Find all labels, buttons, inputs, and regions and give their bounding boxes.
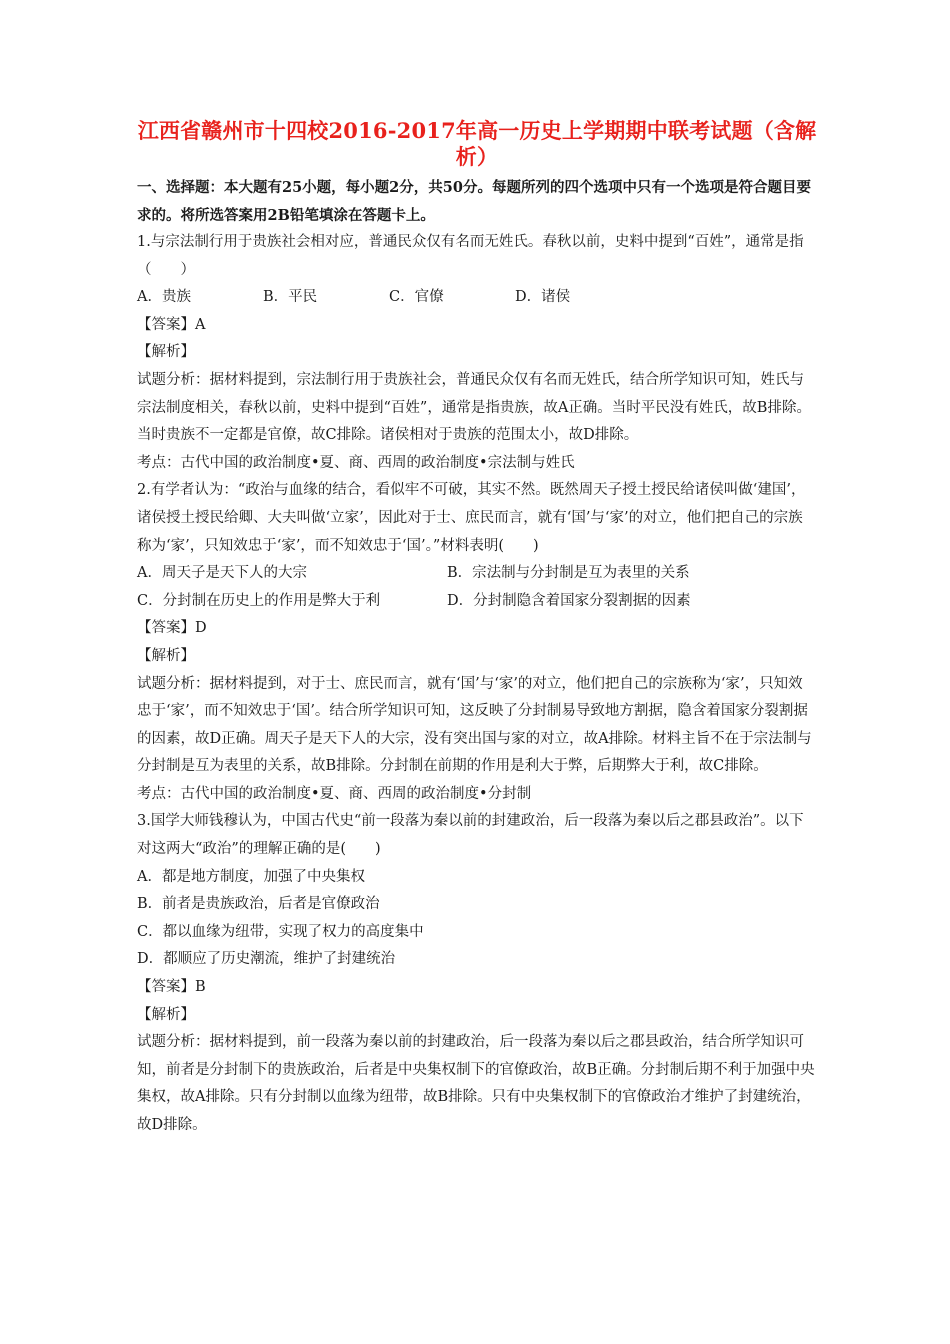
section-heading: 一、选择题：本大题有25小题，每小题2分，共50分。每题所列的四个选项中只有一个选项是符合题目要求的。将所选答案用2B铅笔填涂在答题卡上。 <box>137 179 811 224</box>
question-stem: 2.有学者认为：“政治与血缘的结合，看似牢不可破，其实不然。既然周天子授土授民给诸侯叫做‘建国’，诸侯授土授民给卿、大夫叫做‘立家’，因此对于士、庶民而言，就有‘国’与‘家’的对立，他们把自己的宗族称为‘家’，只知效忠于‘家’，而不知效忠于‘国’。”材料表明( ) <box>137 482 806 554</box>
option-b: B．平民 <box>263 289 318 306</box>
answer-value: B <box>195 979 206 996</box>
option-c: C．官僚 <box>389 289 444 306</box>
option-a: A．贵族 <box>137 289 191 306</box>
answer-line <box>137 312 817 340</box>
analysis-text: 试题分析：据材料提到，宗法制行用于贵族社会，普通民众仅有名而无姓氏，结合所学知识可知，姓氏与宗法制度相关，春秋以前，史料中提到“百姓”，通常是指贵族，故A正确。当时平民没有姓氏，故B排除。当时贵族不一定都是官僚，故C排除。诸侯相对于贵族的范围太小，故D排除。 <box>137 371 811 444</box>
answer-label: 【答案】 <box>137 979 195 996</box>
option-d: D．都顺应了历史潮流，维护了封建统治 <box>137 951 396 968</box>
document-page <box>137 118 817 1140</box>
option-a: A．周天子是天下人的大宗 <box>137 565 307 582</box>
options-row <box>137 284 817 312</box>
question-1 <box>137 229 817 477</box>
option-d: D．诸侯 <box>515 289 571 306</box>
analysis-text: 试题分析：据材料提到，前一段落为秦以前的封建政治，后一段落为秦以后之郡县政治，结合所学知识可知，前者是分封制下的贵族政治，后者是中央集权制下的官僚政治，故B正确。分封制后期不利于加强中央集权，故A排除。只有分封制以血缘为纽带，故B排除。只有中央集权制下的官僚政治才维护了封建统治，故D排除。 <box>137 1034 815 1133</box>
option-d: D．分封制隐含着国家分裂割据的因素 <box>447 592 691 609</box>
question-3 <box>137 808 817 1139</box>
answer-line <box>137 974 817 1002</box>
option-c: C．分封制在历史上的作用是弊大于利 <box>137 592 381 609</box>
answer-label: 【答案】 <box>137 620 195 637</box>
option-c: C．都以血缘为纽带，实现了权力的高度集中 <box>137 923 424 940</box>
answer-line <box>137 615 817 643</box>
analysis-label: 【解析】 <box>137 344 195 361</box>
option-b: B．前者是贵族政治，后者是官僚政治 <box>137 896 380 913</box>
options-row <box>137 588 817 616</box>
document-title: 江西省赣州市十四校2016-2017年高一历史上学期期中联考试题（含解析） <box>137 118 817 169</box>
question-stem: 1.与宗法制行用于贵族社会相对应，普通民众仅有名而无姓氏。春秋以前，史料中提到“百姓”，通常是指（ ） <box>137 234 804 278</box>
kaodian-text: 考点：古代中国的政治制度•夏、商、西周的政治制度•宗法制与姓氏 <box>137 454 575 471</box>
answer-value: A <box>195 316 206 333</box>
question-2 <box>137 477 817 808</box>
analysis-text: 试题分析：据材料提到，对于士、庶民而言，就有‘国’与‘家’的对立，他们把自己的宗族称为‘家’，只知效忠于‘家’，而不知效忠于‘国’。结合所学知识可知，这反映了分封制易导致地方割据，隐含着国家分裂割据的因素，故D正确。周天子是天下人的大宗，没有突出国与家的对立，故A排除。材料主旨不在于宗法制与分封制是互为表里的关系，故B排除。分封制在前期的作用是利大于弊，后期弊大于利，故C排除。 <box>137 675 812 775</box>
answer-label: 【答案】 <box>137 316 195 333</box>
option-a: A．都是地方制度，加强了中央集权 <box>137 868 365 885</box>
option-b: B．宗法制与分封制是互为表里的关系 <box>447 565 690 582</box>
kaodian-text: 考点：古代中国的政治制度•夏、商、西周的政治制度•分封制 <box>137 785 532 802</box>
analysis-label: 【解析】 <box>137 1006 195 1023</box>
analysis-label: 【解析】 <box>137 647 195 664</box>
options-row <box>137 560 817 588</box>
answer-value: D <box>195 620 207 637</box>
question-stem: 3.国学大师钱穆认为，中国古代史“前一段落为秦以前的封建政治，后一段落为秦以后之郡县政治”。以下对这两大“政治”的理解正确的是( ) <box>137 813 804 858</box>
